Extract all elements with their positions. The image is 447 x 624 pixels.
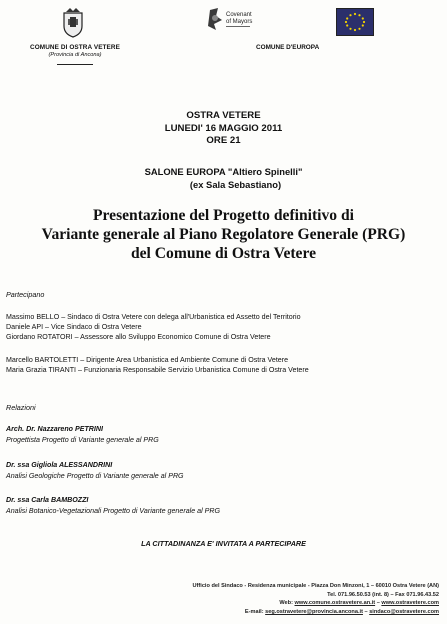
event-town: OSTRA VETERE	[186, 110, 261, 121]
participant-line: Massimo BELLO – Sindaco di Ostra Vetere con delega all'Urbanistica ed Assetto del Territorio	[6, 313, 301, 321]
header-divider	[57, 64, 93, 65]
header-left	[10, 44, 140, 65]
footer-phone-fax: Tel. 071.96.50.53 (int. 8) – Fax 071.96.43.52	[327, 591, 439, 598]
speaker-role: Progettista Progetto di Variante generale al PRG	[6, 435, 159, 444]
event-time: ORE 21	[206, 135, 241, 146]
participant-line: Daniele API – Vice Sindaco di Ostra Vetere	[6, 323, 142, 331]
event-venue-block	[0, 166, 447, 191]
province-name: (Provincia di Ancona)	[48, 52, 102, 58]
email-separator: –	[364, 608, 368, 615]
participants-group-2	[6, 355, 309, 375]
covenant-logo-text-2: of Mayors	[226, 19, 253, 25]
email-label: E-mail:	[244, 608, 264, 615]
event-when-block	[0, 110, 447, 148]
speaker-entry	[6, 495, 220, 516]
event-date: LUNEDI' 16 MAGGIO 2011	[164, 122, 283, 134]
participant-line: Giordano ROTATORI – Assessore allo Sviluppo Economico Comune di Ostra Vetere	[6, 333, 271, 341]
web-separator: –	[376, 600, 380, 607]
speakers-label: Relazioni	[6, 403, 36, 412]
website-link-comune[interactable]: www.comune.ostravetere.an.it	[294, 600, 376, 607]
web-label: Web:	[279, 600, 293, 607]
footer-web	[193, 599, 440, 608]
participants-label: Partecipano	[6, 290, 45, 299]
speaker-name: Dr. ssa Carla BAMBOZZI	[6, 496, 89, 504]
footer-contacts	[193, 582, 440, 616]
comune-europa-label: COMUNE D'EUROPA	[256, 44, 320, 51]
speaker-name: Dr. ssa Gigliola ALESSANDRINI	[6, 461, 113, 469]
email-link-sindaco[interactable]: sindaco@ostravetere.com	[369, 608, 439, 615]
email-link-segreteria[interactable]: seg.ostravetere@provincia.ancona.it	[265, 608, 363, 615]
municipal-crest-logo	[62, 6, 84, 38]
speaker-entry	[6, 460, 184, 481]
participants-group-1	[6, 312, 301, 342]
event-venue-former: (ex Sala Sebastiano)	[189, 178, 282, 190]
speaker-entry	[6, 424, 159, 445]
footer-email	[193, 608, 440, 617]
eu-flag-logo	[336, 8, 374, 36]
citizens-invitation: LA CITTADINANZA E' INVITATA A PARTECIPARE	[141, 539, 306, 548]
covenant-of-mayors-logo	[206, 6, 254, 34]
title-line-1: Presentazione del Progetto definitivo di	[92, 207, 354, 224]
municipality-name: COMUNE DI OSTRA VETERE	[29, 44, 121, 51]
title-line-2: Variante generale al Piano Regolatore Generale (PRG)	[41, 226, 406, 243]
speaker-role: Analisi Botanico-Vegetazionali Progetto di Variante generale al PRG	[6, 506, 220, 515]
participant-line: Marcello BARTOLETTI – Dirigente Area Urbanistica ed Ambiente Comune di Ostra Vetere	[6, 356, 289, 364]
presentation-title	[0, 206, 447, 263]
speaker-role: Analisi Geologiche Progetto di Variante generale al PRG	[6, 471, 184, 480]
covenant-logo-text-1: Covenant	[226, 12, 252, 18]
speaker-name: Arch. Dr. Nazzareno PETRINI	[6, 425, 103, 433]
event-venue: SALONE EUROPA "Altiero Spinelli"	[144, 166, 303, 177]
website-link-ostravetere[interactable]: www.ostravetere.com	[381, 600, 439, 607]
title-line-3: del Comune di Ostra Vetere	[130, 245, 317, 262]
footer-address: Ufficio del Sindaco - Residenza municipale - Piazza Don Minzoni, 1 – 60010 Ostra Vetere (AN)	[192, 583, 439, 589]
participant-line: Maria Grazia TIRANTI – Funzionaria Responsabile Servizio Urbanistica Comune di Ostra Vetere	[6, 366, 309, 374]
